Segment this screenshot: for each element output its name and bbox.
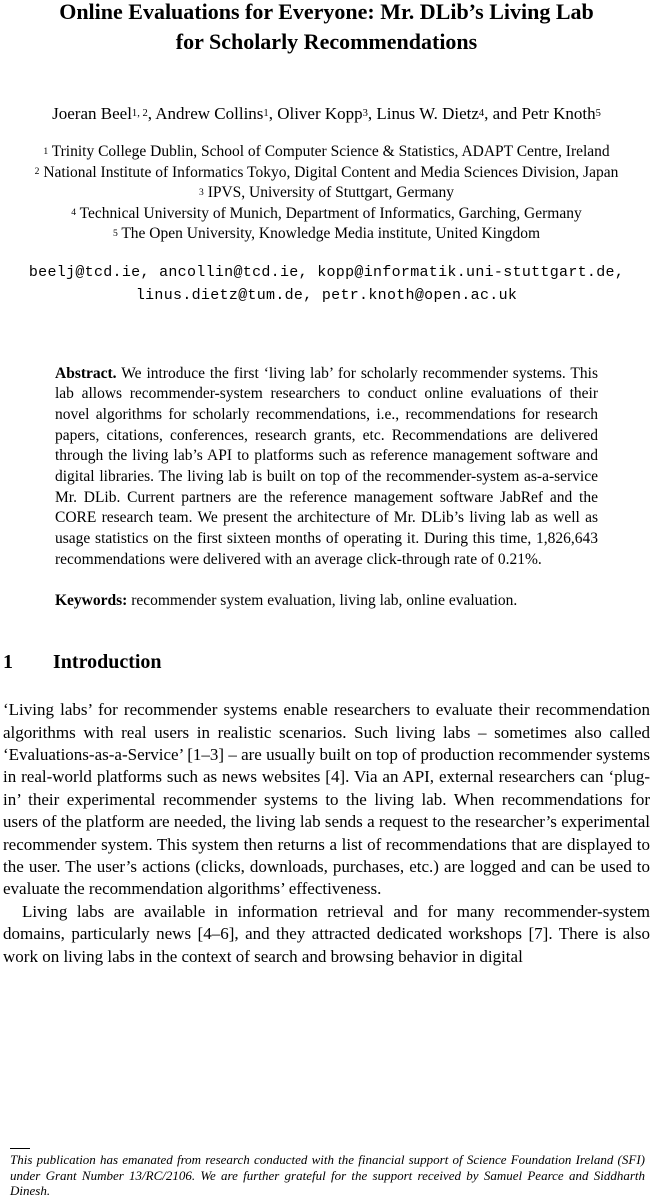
affiliation-line <box>0 163 653 184</box>
abstract-paragraph <box>55 364 598 571</box>
paragraph: Living labs are available in information retrieval and for many recommender-system domains, particularly news [4–6], and they attracted dedicated workshops [7]. There is also work on living labs in the context of search and browsing behavior in digital <box>3 901 650 966</box>
affiliation-superscript: 5 <box>112 227 118 239</box>
author-separator: , <box>268 104 278 123</box>
author-superscript: 1, 2 <box>131 108 148 120</box>
author-name: Linus W. Dietz <box>376 104 479 123</box>
author-name: Andrew Collins <box>155 104 264 123</box>
affiliation-line <box>0 183 653 204</box>
author-name: Oliver Kopp <box>277 104 363 123</box>
affiliations-block <box>0 142 653 245</box>
affiliation-superscript: 4 <box>71 207 77 219</box>
author-superscript: 1 <box>263 108 269 120</box>
affiliation-text: National Institute of Informatics Tokyo, Digital Content and Media Sciences Division, Japan <box>39 163 619 181</box>
affiliation-text: Technical University of Munich, Department of Informatics, Garching, Germany <box>76 204 582 222</box>
email-line: beelj@tcd.ie, ancollin@tcd.ie, kopp@informatik.uni-stuttgart.de, <box>28 263 625 281</box>
author-name: Petr Knoth <box>521 104 596 123</box>
affiliation-line <box>0 204 653 225</box>
author-superscript: 4 <box>478 108 485 120</box>
author-name: Joeran Beel <box>52 104 132 123</box>
paragraph: ‘Living labs’ for recommender systems enable researchers to evaluate their recommendation algorithms with real users in realistic scenarios. Such living labs – sometimes also called ‘Evaluations-as-a-Service’ [1–3] – are usually built on top of production recommender systems in real-world platforms such as news websites [4]. Via an API, external researchers can ‘plug-in’ their experimental recommender systems to the living lab. When recommendations for users of the platform are needed, the living lab sends a request to the researcher’s experimental recommender system. This system then returns a list of recommendations that are displayed to the user. The user’s actions (clicks, downloads, purchases, etc.) are logged and can be used to evaluate the recommendation algorithms’ effectiveness. <box>3 700 650 899</box>
section-heading-introduction <box>3 649 650 675</box>
affiliation-text: The Open University, Knowledge Media institute, United Kingdom <box>117 225 541 242</box>
author-superscript: 5 <box>595 108 601 120</box>
paper-title-line-1: Online Evaluations for Everyone: Mr. DLib’s Living Lab <box>59 0 594 24</box>
paper-title <box>0 0 653 57</box>
author-separator: , and <box>484 104 522 123</box>
affiliation-superscript: 3 <box>199 186 204 198</box>
affiliation-line <box>0 142 653 163</box>
email-line: linus.dietz@tum.de, petr.knoth@open.ac.uk <box>135 286 518 304</box>
affiliation-text: Trinity College Dublin, School of Computer Science & Statistics, ADAPT Centre, Ireland <box>48 143 610 160</box>
abstract-label: Abstract. <box>55 364 117 382</box>
author-separator: , <box>367 104 377 123</box>
author-separator: , <box>147 104 156 123</box>
footnote <box>10 1148 645 1199</box>
affiliation-superscript: 2 <box>34 166 40 178</box>
author-superscript: 3 <box>362 108 368 120</box>
author-emails <box>0 261 653 307</box>
affiliation-text: IPVS, University of Stuttgart, Germany <box>203 184 454 201</box>
authors-line <box>0 102 653 126</box>
keywords-line <box>55 591 598 612</box>
affiliation-superscript: 1 <box>43 145 49 157</box>
footnote-separator-rule <box>10 1148 30 1149</box>
introduction-body <box>3 699 650 968</box>
keywords-label: Keywords: <box>55 591 128 609</box>
footnote-text: This publication has emanated from research conducted with the financial support of Science Foundation Ireland (SFI) under Grant Number 13/RC/2106. We are further grateful for the support received by Samuel Pearce and Siddharth Dinesh. <box>10 1152 645 1198</box>
paper-title-line-2: for Scholarly Recommendations <box>175 29 478 54</box>
affiliation-line <box>0 224 653 245</box>
section-title: Introduction <box>53 651 162 674</box>
keywords-text: recommender system evaluation, living lab, online evaluation. <box>127 591 518 609</box>
section-number: 1 <box>3 651 13 674</box>
abstract-text: We introduce the first ‘living lab’ for scholarly recommender systems. This lab allows recommender-system researchers to conduct online evaluations of their novel algorithms for scholarly recommendations, i.e., recommendations for research papers, citations, conferences, research grants, etc. Recommendations are delivered through the living lab’s API to platforms such as reference management software and digital libraries. The living lab is built on top of the recommender-system as-a-service Mr. DLib. Current partners are the reference management software JabRef and the CORE research team. We present the architecture of Mr. DLib’s living lab as well as usage statistics on the first sixteen months of operating it. During this time, 1,826,643 recommendations were delivered with an average click-through rate of 0.21%. <box>55 364 598 568</box>
